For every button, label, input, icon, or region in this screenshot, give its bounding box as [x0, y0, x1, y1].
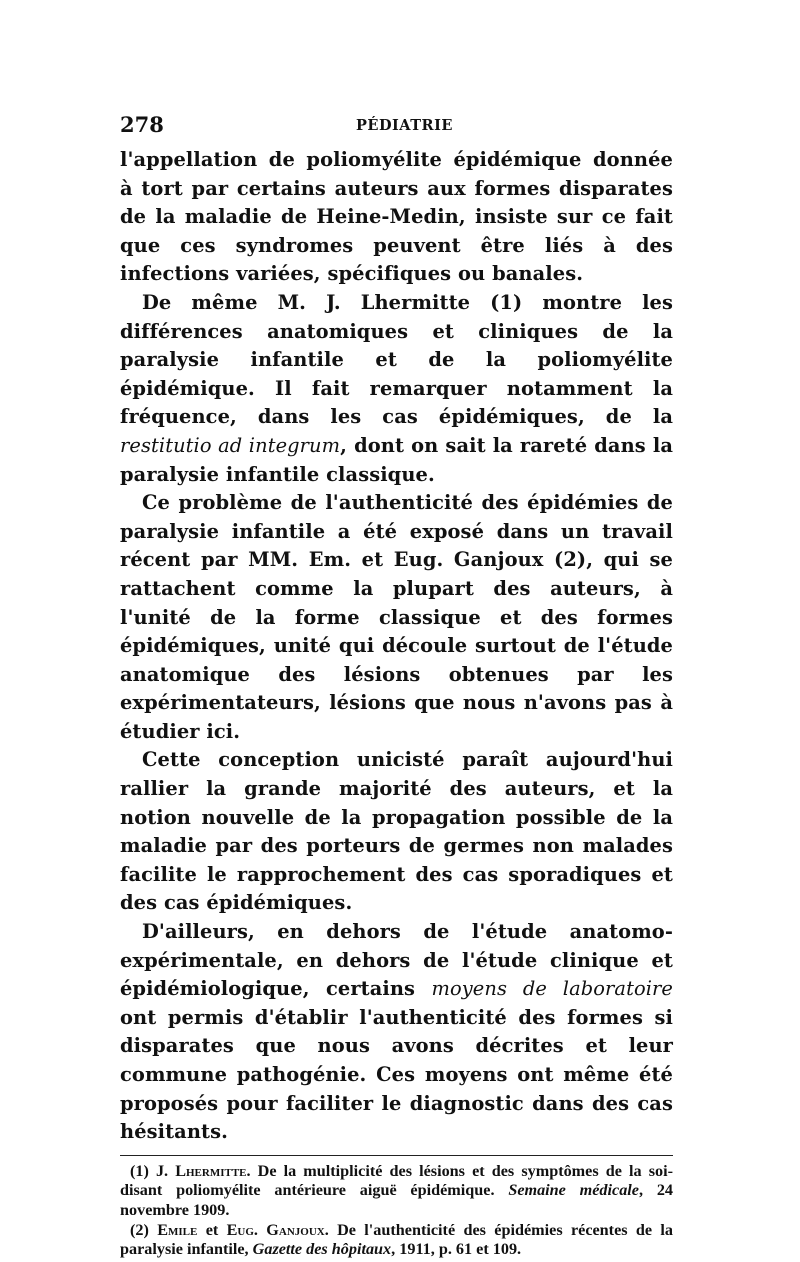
running-title: PÉDIATRIE — [356, 117, 453, 134]
body-text — [120, 146, 673, 1147]
page-number: 278 — [120, 112, 164, 137]
italic-phrase: moyens de laboratoire — [431, 977, 673, 1001]
footnote-divider — [120, 1155, 673, 1156]
footnote-1 — [120, 1162, 673, 1221]
footnotes — [120, 1162, 673, 1260]
footnote-2 — [120, 1221, 673, 1260]
footnote-1-marker: (1) J. — [130, 1161, 176, 1180]
footnote-2-reference: , 1911, p. 61 et 109. — [391, 1240, 522, 1259]
paragraph-3-text: Ce problème de l'authenticité des épidémies de paralysie infantile a été exposé dans un travail récent par MM. Em. et Eug. Ganjoux (2), qui se rattachent comme la plupart des auteurs, à l'unité de la forme classique et des formes épidémiques, unité qui découle surtout de l'étude anatomique des lésions obtenues par les expérimentateurs, lésions que nous n'avons pas à étudier ici. — [120, 491, 673, 743]
footnote-1-journal: Semaine médicale — [508, 1181, 639, 1200]
footnote-2-journal: Gazette des hôpitaux — [252, 1240, 392, 1259]
paragraph-5-text: D'ailleurs, en dehors de l'étude anatomo-expérimentale, en dehors de l'étude clinique et épidémiologique, certains — [120, 920, 673, 1001]
footnote-2-author-2: Eug. Ganjoux — [226, 1220, 325, 1239]
paragraph-1 — [120, 146, 673, 289]
page-header — [120, 112, 673, 142]
paragraph-4-text: Cette conception unicisté paraît aujourd'hui rallier la grande majorité des auteurs, et la notion nouvelle de la propagation possible de la maladie par des porteurs de germes non malades facilite le rapprochement des cas sporadiques et des cas épidémiques. — [120, 748, 673, 915]
footnote-1-date: , 24 novembre 1909. — [120, 1181, 674, 1219]
paragraph-2 — [120, 289, 673, 489]
footnote-2-author: Emile — [157, 1220, 198, 1239]
book-page — [120, 112, 673, 1260]
paragraph-5 — [120, 918, 673, 1147]
paragraph-4 — [120, 746, 673, 918]
footnote-1-author: Lhermitte — [175, 1161, 247, 1180]
paragraph-2-text: De même M. J. Lhermitte (1) montre les différences anatomiques et cliniques de la paralysie infantile et de la poliomyélite épidémique. Il fait remarquer notamment la fréquence, dans les cas épidémiques, de la — [120, 290, 673, 429]
paragraph-1-text: l'appellation de poliomyélite épidémique donnée à tort par certains auteurs aux formes disparates de la maladie de Heine-Medin, insiste sur ce fait que ces syndromes peuvent être liés à des infections variées, spécifiques ou banales. — [120, 148, 673, 286]
footnote-2-conjunction: et — [197, 1220, 227, 1239]
footnote-2-text: . De l'authenticité des épidémies récentes de la paralysie infantile, — [120, 1220, 674, 1259]
footnote-1-text: . De la multiplicité des lésions et des symptômes de la soi-disant poliomyélite antérieure aiguë épidémique. — [120, 1161, 673, 1200]
paragraph-5-text-end: ont permis d'établir l'authenticité des formes si disparates que nous avons décrites et leur commune pathogénie. Ces moyens ont même été proposés pour faciliter le diagnostic dans des cas hésitants. — [120, 1005, 673, 1144]
paragraph-3 — [120, 489, 673, 746]
footnote-2-marker: (2) — [130, 1220, 158, 1239]
paragraph-2-text-end: , dont on sait la rareté dans la paralysie infantile classique. — [120, 433, 674, 486]
latin-phrase: restitutio ad integrum — [120, 433, 341, 457]
